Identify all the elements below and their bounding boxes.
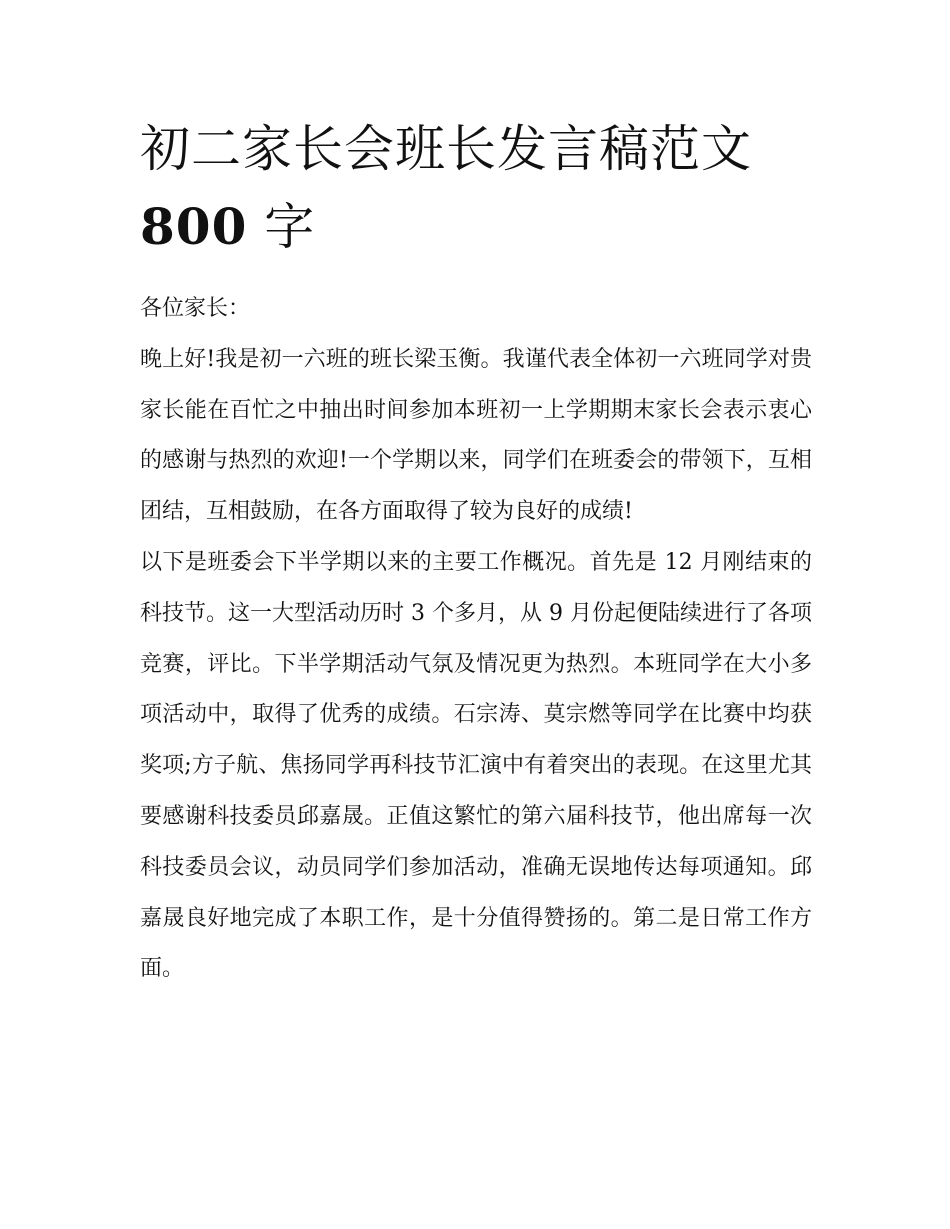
salutation: 各位家长：: [140, 296, 251, 321]
paragraph-work-summary: 以下是班委会下半学期以来的主要工作概况。首先是 12 月刚结束的科技节。这一大型活动历时 3 个多月，从 9 月份起便陆续进行了各项竞赛，评比。下半学期活动气氛及情况更为热烈。本班同学在大小多项活动中，取得了优秀的成绩。石宗涛、莫宗燃等同学在比赛中均获奖项;方子航、焦扬同学再科技节汇演中有着突出的表现。在这里尤其要感谢科技委员邱嘉晟。正值这繁忙的第六届科技节，他出席每一次科技委员会议，动员同学们参加活动，准确无误地传达每项通知。邱嘉晟良好地完成了本职工作，是十分值得赞扬的。第二是日常工作方面。: [140, 549, 812, 982]
title-number: 800: [140, 197, 248, 256]
paragraph-greeting: 晚上好!我是初一六班的班长梁玉衡。我谨代表全体初一六班同学对贵家长能在百忙之中抽出时间参加本班初一上学期期末家长会表示衷心的感谢与热烈的欢迎!一个学期以来，同学们在班委会的带领下，互相团结，互相鼓励，在各方面取得了较为良好的成绩!: [140, 346, 812, 525]
title-line-1: 初二家长会班长发言稿范文: [140, 120, 752, 178]
title-suffix: 字: [247, 198, 316, 256]
document-title: [140, 110, 812, 266]
document-body: [140, 284, 812, 995]
document-page: [140, 110, 812, 995]
